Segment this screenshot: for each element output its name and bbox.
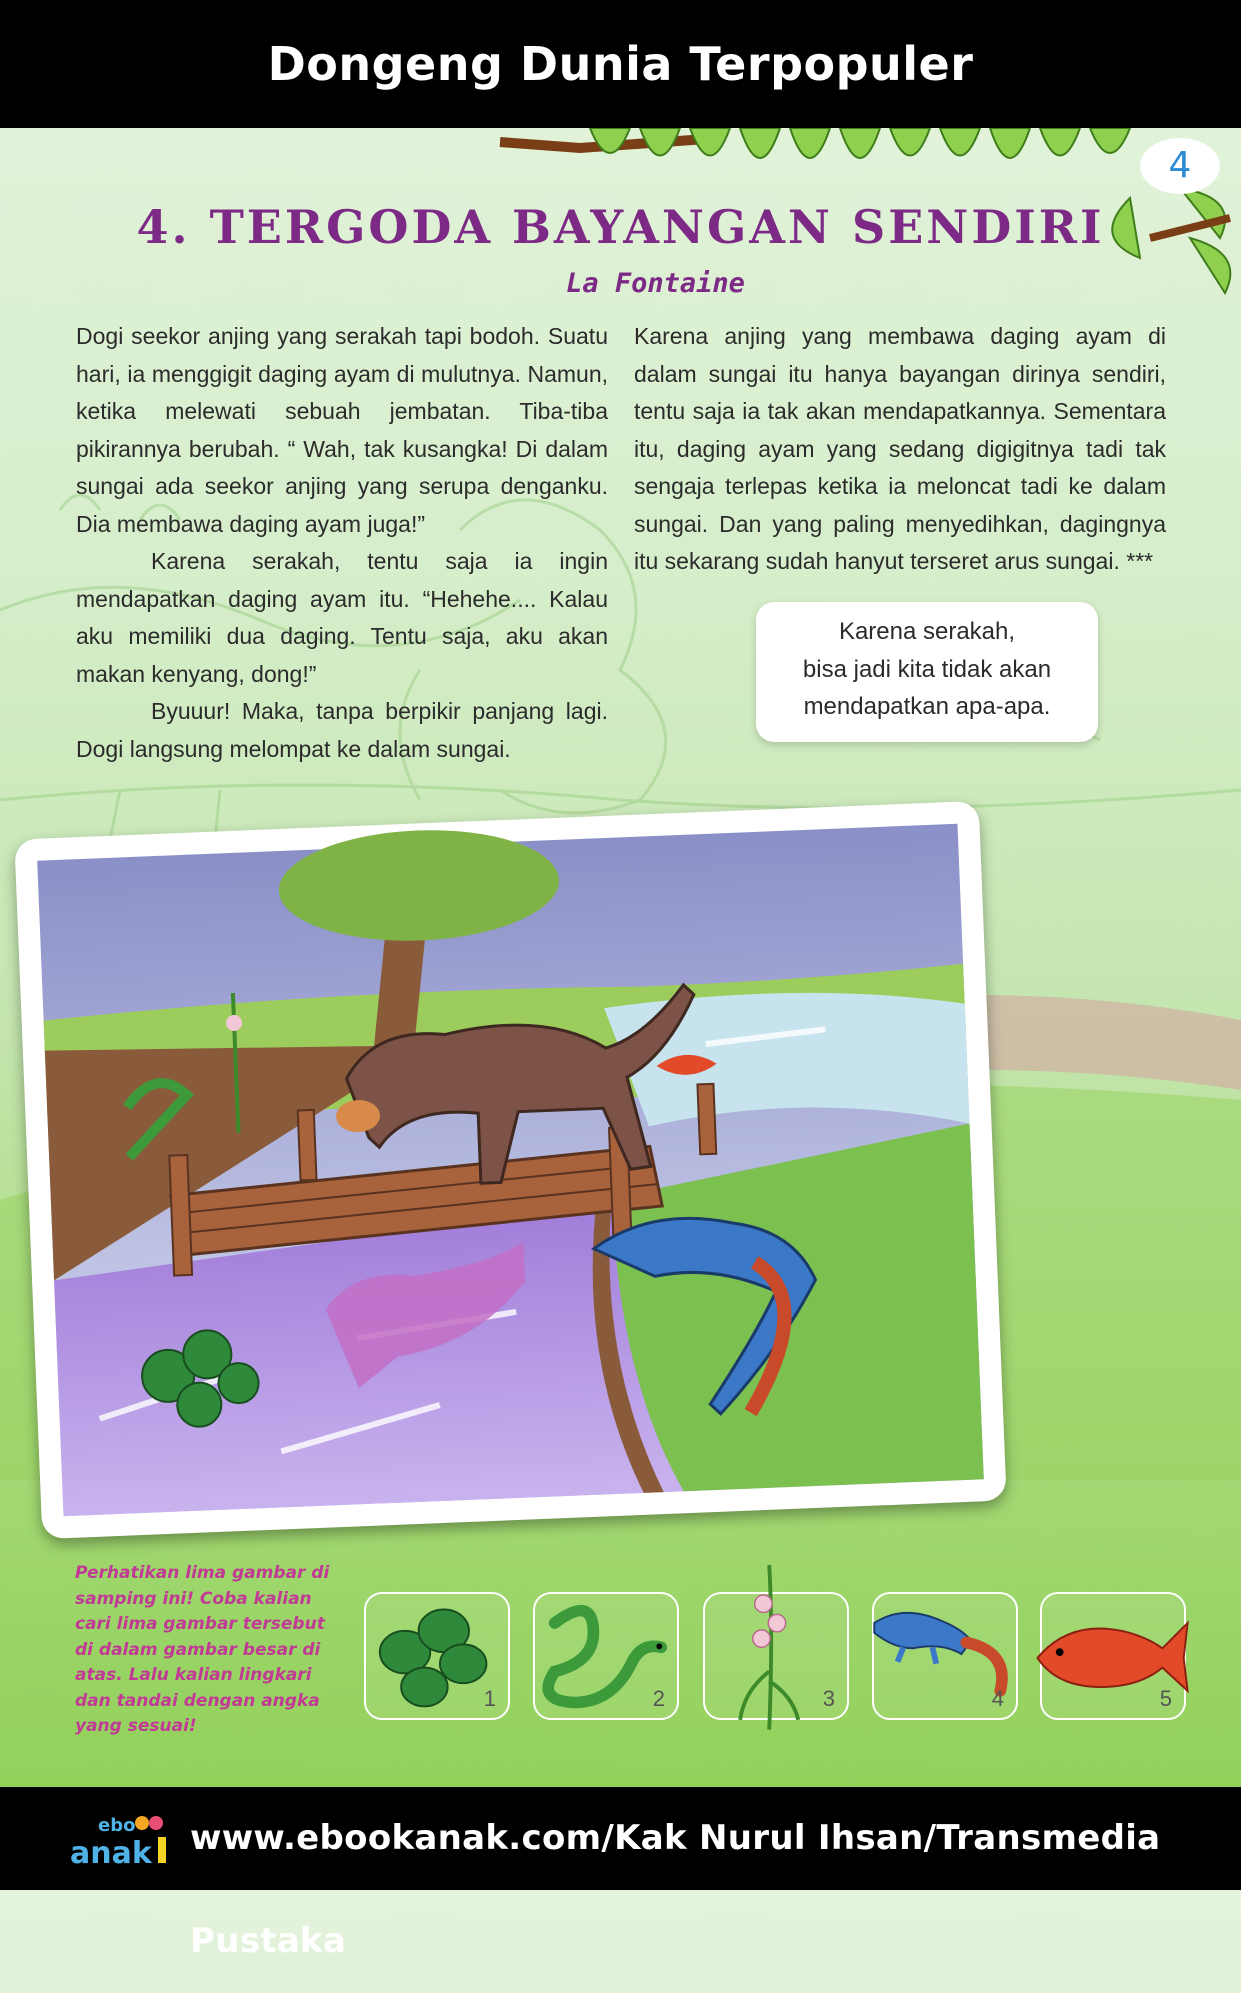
find-item-4[interactable]: [872, 1592, 1018, 1720]
story-illustration-frame: [14, 801, 1006, 1539]
story-author: La Fontaine: [566, 268, 745, 299]
find-item-5[interactable]: [1040, 1592, 1186, 1720]
page-number-badge: [1140, 138, 1220, 194]
item-number: 1: [483, 1686, 496, 1711]
story-text-left-column: [76, 318, 608, 768]
footer-credit: www.ebookanak.com/Kak Nurul Ihsan/Transmedia Pustaka: [190, 1818, 1161, 1961]
activity-instruction: Perhatikan lima gambar di samping ini! Coba kalian cari lima gambar tersebut di dalam gambar besar di atas. Lalu kalian lingkari dan tandai dengan angka yang sesuai!: [75, 1563, 330, 1736]
item-number: 2: [652, 1686, 665, 1711]
moral-line: Karena serakah,: [838, 618, 1016, 645]
story-paragraph: Dogi seekor anjing yang serakah tapi bodoh. Suatu hari, ia menggigit daging ayam di mulutnya. Namun, ketika melewati sebuah jembatan. Tiba-tiba pikirannya berubah. “ Wah, tak kusangka! Di dalam sungai ada seekor anjing yang serupa denganku. Dia membawa daging ayam juga!”: [76, 323, 608, 537]
footer-bar: [0, 1787, 1241, 1961]
book-title: Dongeng Dunia Terpopuler: [267, 37, 974, 91]
svg-text:ebo: ebo: [98, 1815, 136, 1836]
story-text-right-column: [634, 318, 1166, 581]
find-item-3[interactable]: [703, 1592, 849, 1720]
ebookanak-logo: [70, 1809, 170, 1869]
svg-text:anak: anak: [70, 1836, 152, 1871]
item-number: 4: [991, 1686, 1004, 1711]
find-item-2[interactable]: [533, 1592, 679, 1720]
book-title-bar: [0, 0, 1241, 128]
story-paragraph: Karena anjing yang membawa daging ayam di dalam sungai itu hanya bayangan dirinya sendiri, tentu saja ia tak akan mendapatkannya. Sementara itu, daging ayam yang sedang digigitnya tadi tak sengaja terlepas ketika ia meloncat tadi ke dalam sungai. Dan yang paling menyedihkan, dagingnya itu sekarang sudah hanyut terseret arus sungai. ***: [634, 323, 1166, 574]
story-paragraph: Byuuur! Maka, tanpa berpikir panjang lagi. Dogi langsung melompat ke dalam sungai.: [76, 698, 608, 762]
find-item-1[interactable]: [364, 1592, 510, 1720]
story-title: 4. TERGODA BAYANGAN SENDIRI: [136, 200, 1105, 254]
story-paragraph: Karena serakah, tentu saja ia ingin mendapatkan daging ayam itu. “Hehehe.... Kalau aku memiliki dua daging. Tentu saja, aku akan makan kenyang, dong!”: [76, 548, 608, 687]
moral-line: mendapatkan apa-apa.: [803, 693, 1051, 720]
moral-line: bisa jadi kita tidak akan: [802, 655, 1052, 683]
page-number: 4: [1168, 145, 1192, 186]
item-number: 3: [822, 1686, 835, 1711]
moral-box: [756, 602, 1098, 742]
dog-on-bridge-illustration: [37, 824, 984, 1516]
item-number: 5: [1159, 1686, 1172, 1711]
